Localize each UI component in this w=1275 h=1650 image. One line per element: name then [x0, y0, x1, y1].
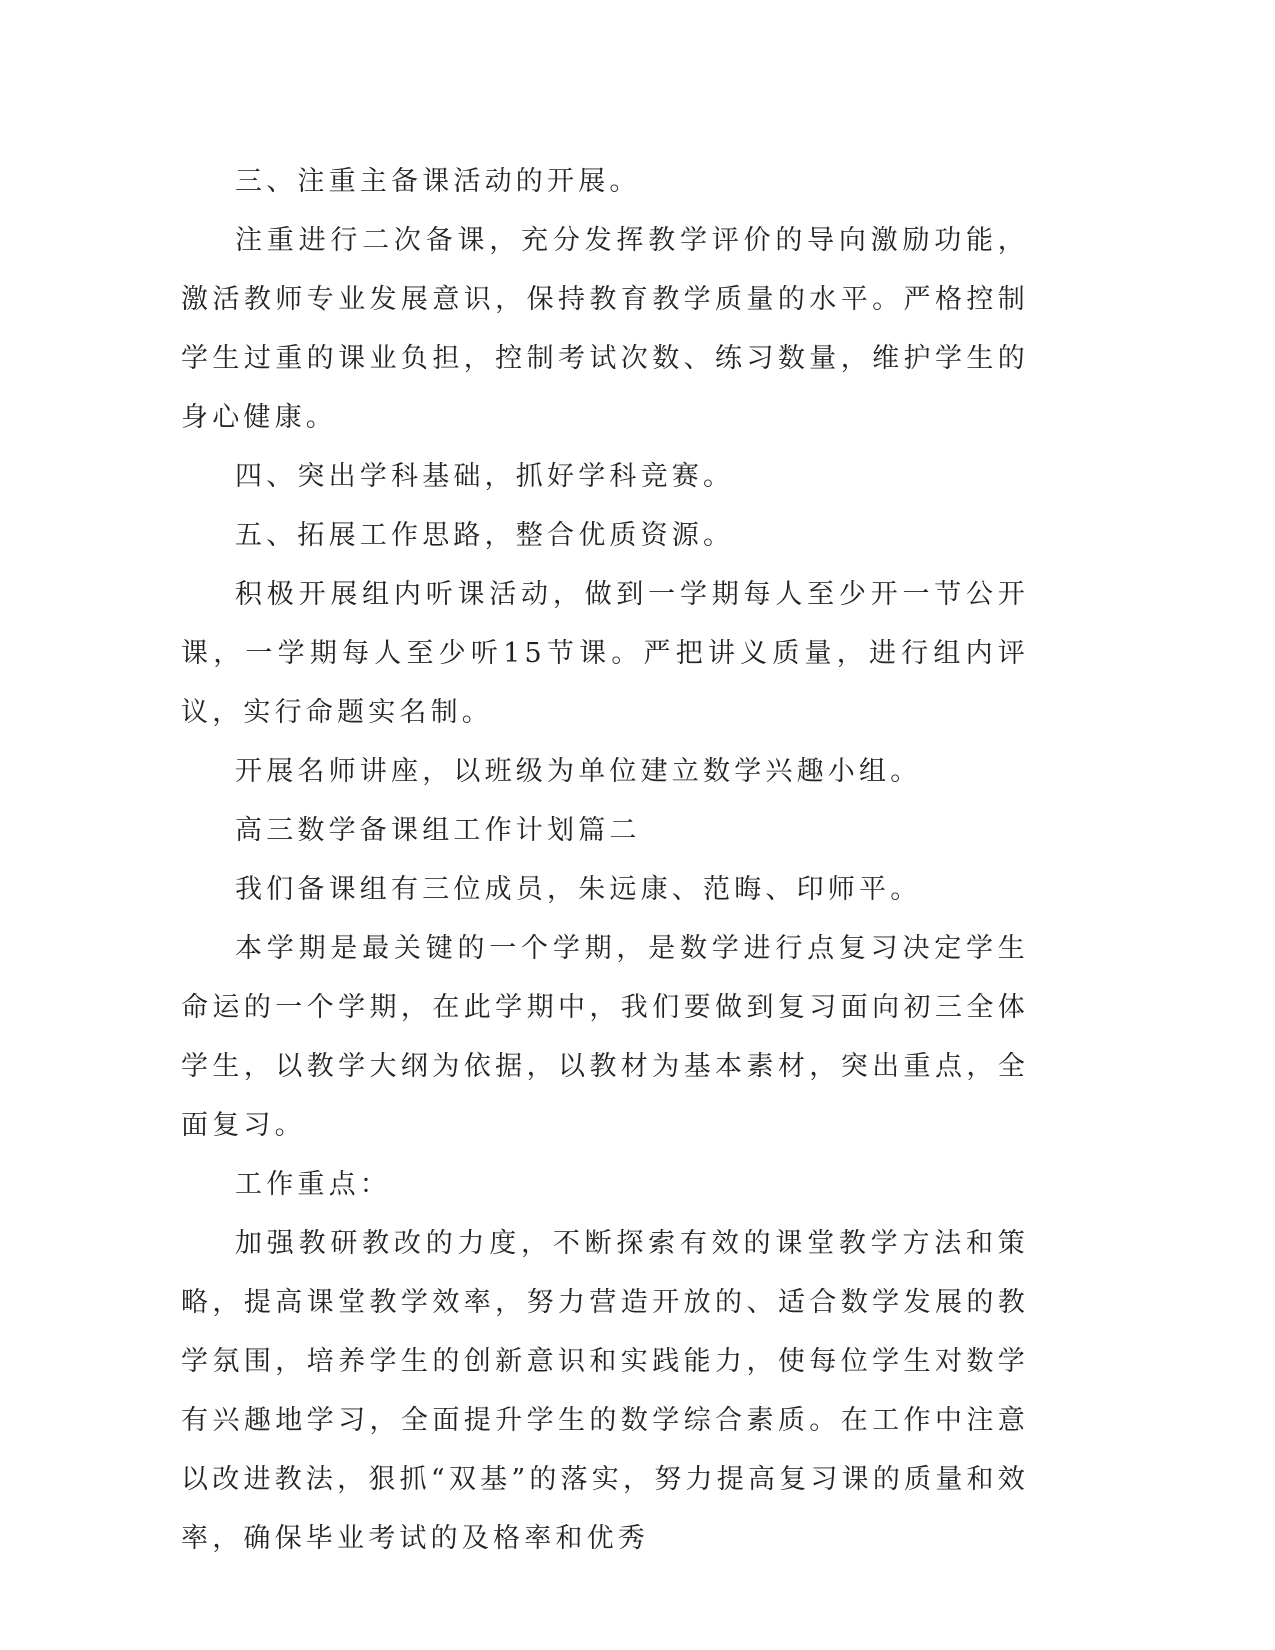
paragraph-section-four-heading: 四、突出学科基础，抓好学科竞赛。: [235, 461, 735, 492]
paragraph-group-members: 我们备课组有三位成员，朱远康、范晦、印师平。: [235, 874, 922, 905]
paragraph-section-three-heading: 三、注重主备课活动的开展。: [235, 166, 641, 197]
paragraph-plan-two-title: 高三数学备课组工作计划篇二: [235, 815, 641, 846]
paragraph-section-five-heading: 五、拓展工作思路，整合优质资源。: [235, 520, 735, 551]
paragraph-work-focus-body: 加强教研教改的力度，不断探索有效的课堂教学方法和策略，提高课堂教学效率，努力营造开放的、适合数学发展的教学氛围，培养学生的创新意识和实践能力，使每位学生对数学有兴趣地学习，全面提升学生的数学综合素质。在工作中注意以改进教法，狠抓“双基”的落实，努力提高复习课的质量和效率，确保毕业考试的及格率和优秀: [181, 1228, 1029, 1554]
paragraph-semester-overview: 本学期是最关键的一个学期，是数学进行点复习决定学生命运的一个学期，在此学期中，我们要做到复习面向初三全体学生，以教学大纲为依据，以教材为基本素材，突出重点，全面复习。: [181, 933, 1029, 1141]
paragraph-work-focus-heading: 工作重点：: [235, 1169, 391, 1200]
paragraph-lesson-observation: 积极开展组内听课活动，做到一学期每人至少开一节公开课，一学期每人至少听15节课。严把讲义质量，进行组内评议，实行命题实名制。: [181, 579, 1029, 728]
paragraph-second-preparation: 注重进行二次备课，充分发挥教学评价的导向激励功能，激活教师专业发展意识，保持教育教学质量的水平。严格控制学生过重的课业负担，控制考试次数、练习数量，维护学生的身心健康。: [181, 225, 1029, 433]
document-body: [181, 152, 1029, 1568]
paragraph-lectures: 开展名师讲座，以班级为单位建立数学兴趣小组。: [235, 756, 922, 787]
